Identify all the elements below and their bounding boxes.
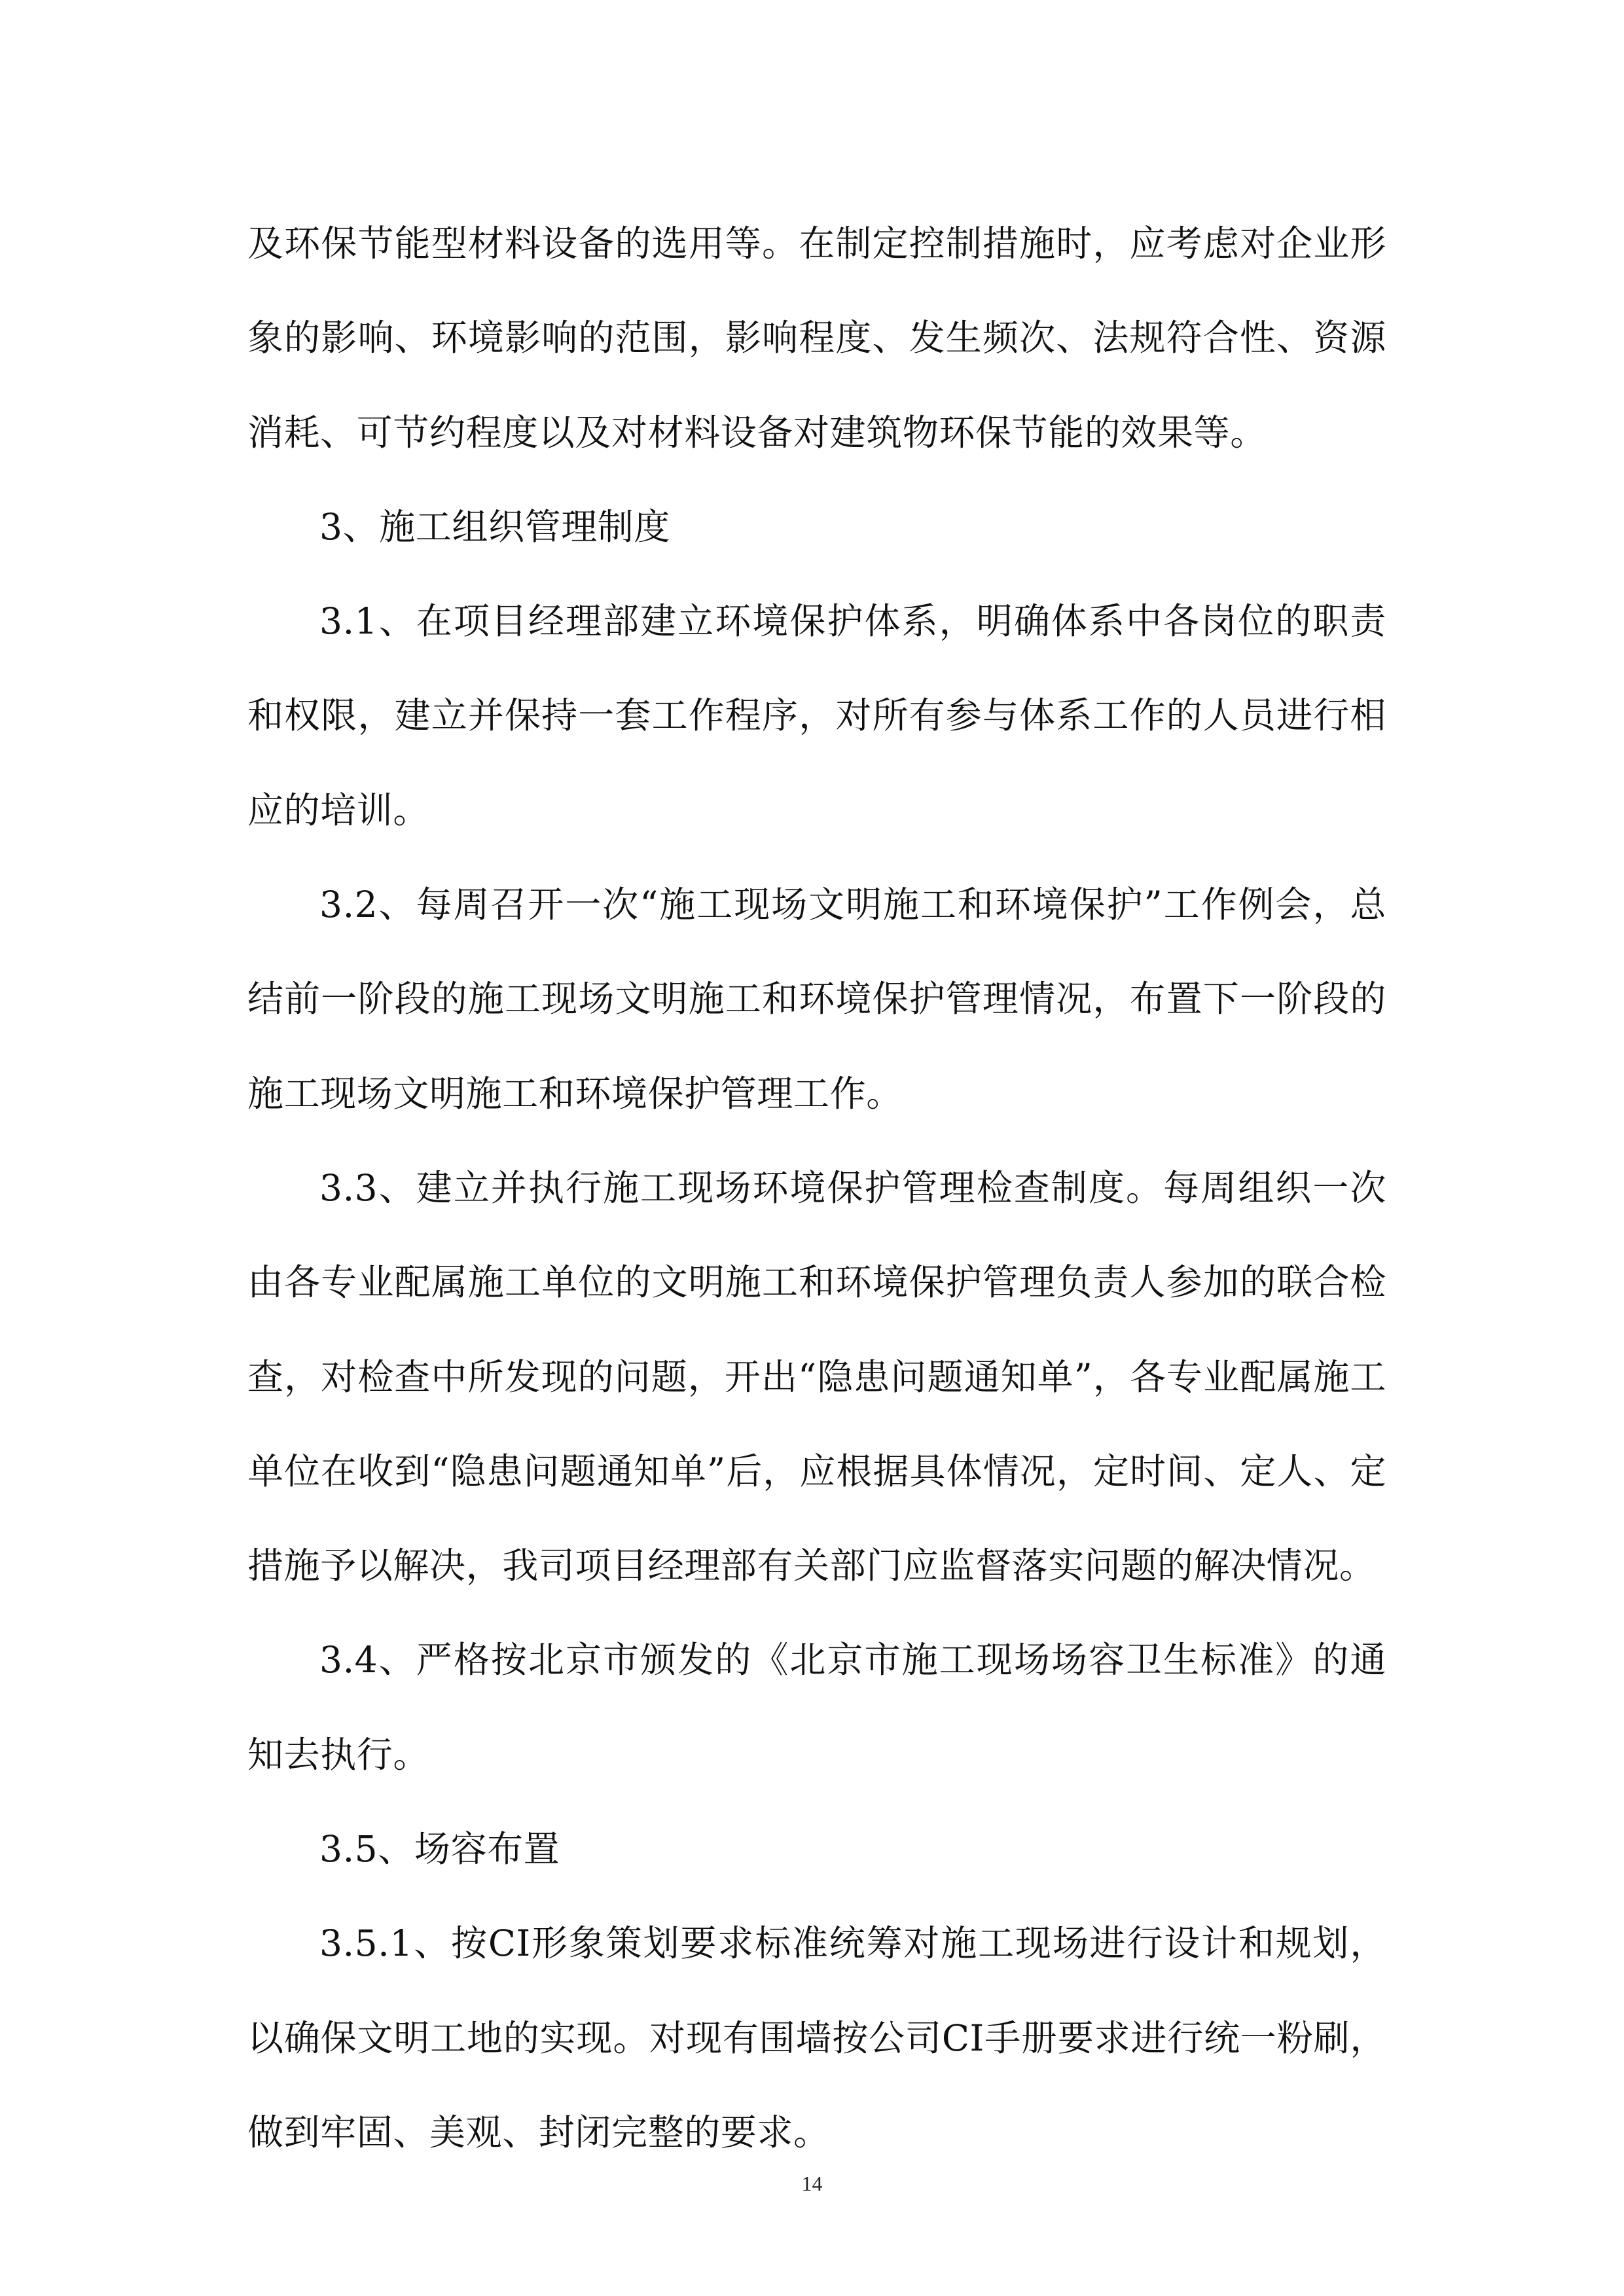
- paragraph-3-5-1: 3.5.1、按CI形象策划要求标准统筹对施工现场进行设计和规划，以确保文明工地的实现。对现有围墙按公司CI手册要求进行统一粉刷，做到牢固、美观、封闭完整的要求。: [247, 1922, 1386, 2153]
- paragraph-3-1: 3.1、在项目经理部建立环境保护体系，明确体系中各岗位的职责和权限，建立并保持一套工作程序，对所有参与体系工作的人员进行相应的培训。: [247, 600, 1386, 831]
- section-heading-3: 3、施工组织管理制度: [319, 505, 670, 548]
- paragraph-3-3: 3.3、建立并执行施工现场环境保护管理检查制度。每周组织一次由各专业配属施工单位的文明施工和环境保护管理负责人参加的联合检查，对检查中所发现的问题，开出“隐患问题通知单”，各专业配属施工单位在收到“隐患问题通知单”后，应根据具体情况，定时间、定人、定措施予以解决，我司项目经理部有关部门应监督落实问题的解决情况。: [247, 1166, 1386, 1587]
- body-text: [247, 196, 1386, 2179]
- paragraph-continuation: 及环保节能型材料设备的选用等。在制定控制措施时，应考虑对企业形象的影响、环境影响的范围，影响程度、发生频次、法规符合性、资源消耗、可节约程度以及对材料设备对建筑物环保节能的效果等。: [247, 223, 1386, 454]
- paragraph-3-2: 3.2、每周召开一次“施工现场文明施工和环境保护”工作例会，总结前一阶段的施工现场文明施工和环境保护管理情况，布置下一阶段的施工现场文明施工和环境保护管理工作。: [247, 884, 1386, 1115]
- page-number: 14: [801, 2172, 823, 2195]
- paragraph-3-4: 3.4、严格按北京市颁发的《北京市施工现场场容卫生标准》的通知去执行。: [247, 1639, 1386, 1776]
- section-heading-3-5: 3.5、场容布置: [319, 1828, 560, 1871]
